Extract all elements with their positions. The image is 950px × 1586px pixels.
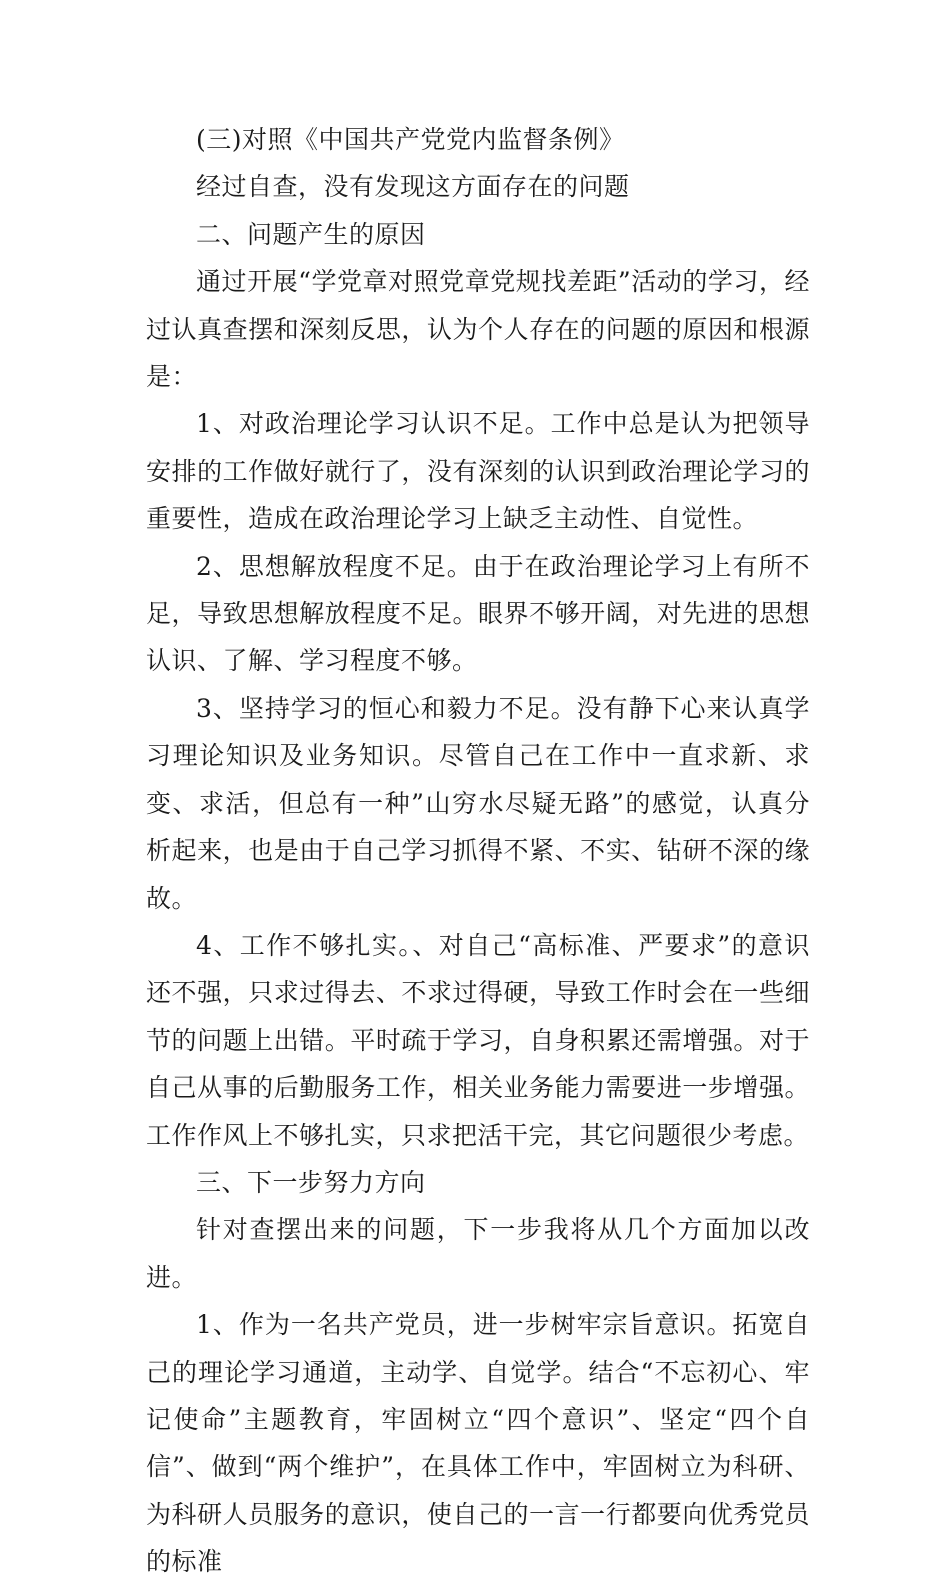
paragraph-reasons-intro: 通过开展“学党章对照党章党规找差距”活动的学习，经过认真查摆和深刻反思，认为个人存在的问题的原因和根源是： xyxy=(146,267,810,392)
paragraph-reason-2: 2、思想解放程度不足。由于在政治理论学习上有所不足，导致思想解放程度不足。眼界不够开阔，对先进的思想认识、了解、学习程度不够。 xyxy=(146,551,810,676)
paragraph-reason-3: 3、坚持学习的恒心和毅力不足。没有静下心来认真学习理论知识及业务知识。尽管自己在工作中一直求新、求变、求活，但总有一种”山穷水尽疑无路”的感觉，认真分析起来，也是由于自己学习抓得不紧、不实、钻研不深的缘故。 xyxy=(146,693,810,913)
document-page xyxy=(146,116,810,1586)
paragraph-reason-1: 1、对政治理论学习认识不足。工作中总是认为把领导安排的工作做好就行了，没有深刻的认识到政治理论学习的重要性，造成在政治理论学习上缺乏主动性、自觉性。 xyxy=(146,409,810,534)
paragraph-improvement-1: 1、作为一名共产党员，进一步树牢宗旨意识。拓宽自己的理论学习通道，主动学、自觉学。结合“不忘初心、牢记使命”主题教育，牢固树立“四个意识”、坚定“四个自信”、做到“两个维护”，在具体工作中，牢固树立为科研、为科研人员服务的意识，使自己的一言一行都要向优秀党员的标准 xyxy=(146,1310,810,1577)
section-heading-2: 二、问题产生的原因 xyxy=(196,219,426,249)
section-heading-3: 三、下一步努力方向 xyxy=(196,1167,426,1197)
paragraph-self-check-result: 经过自查，没有发现这方面存在的问题 xyxy=(196,172,630,202)
paragraph-improvement-intro: 针对查摆出来的问题，下一步我将从几个方面加以改进。 xyxy=(146,1215,810,1292)
section-subheading-3: (三)对照《中国共产党党内监督条例》 xyxy=(196,125,625,154)
paragraph-reason-4: 4、工作不够扎实。、对自己“高标准、严要求”的意识还不强，只求过得去、不求过得硬，导致工作时会在一些细节的问题上出错。平时疏于学习，自身积累还需增强。对于自己从事的后勤服务工作，相关业务能力需要进一步增强。工作作风上不够扎实，只求把活干完，其它问题很少考虑。 xyxy=(146,930,810,1150)
